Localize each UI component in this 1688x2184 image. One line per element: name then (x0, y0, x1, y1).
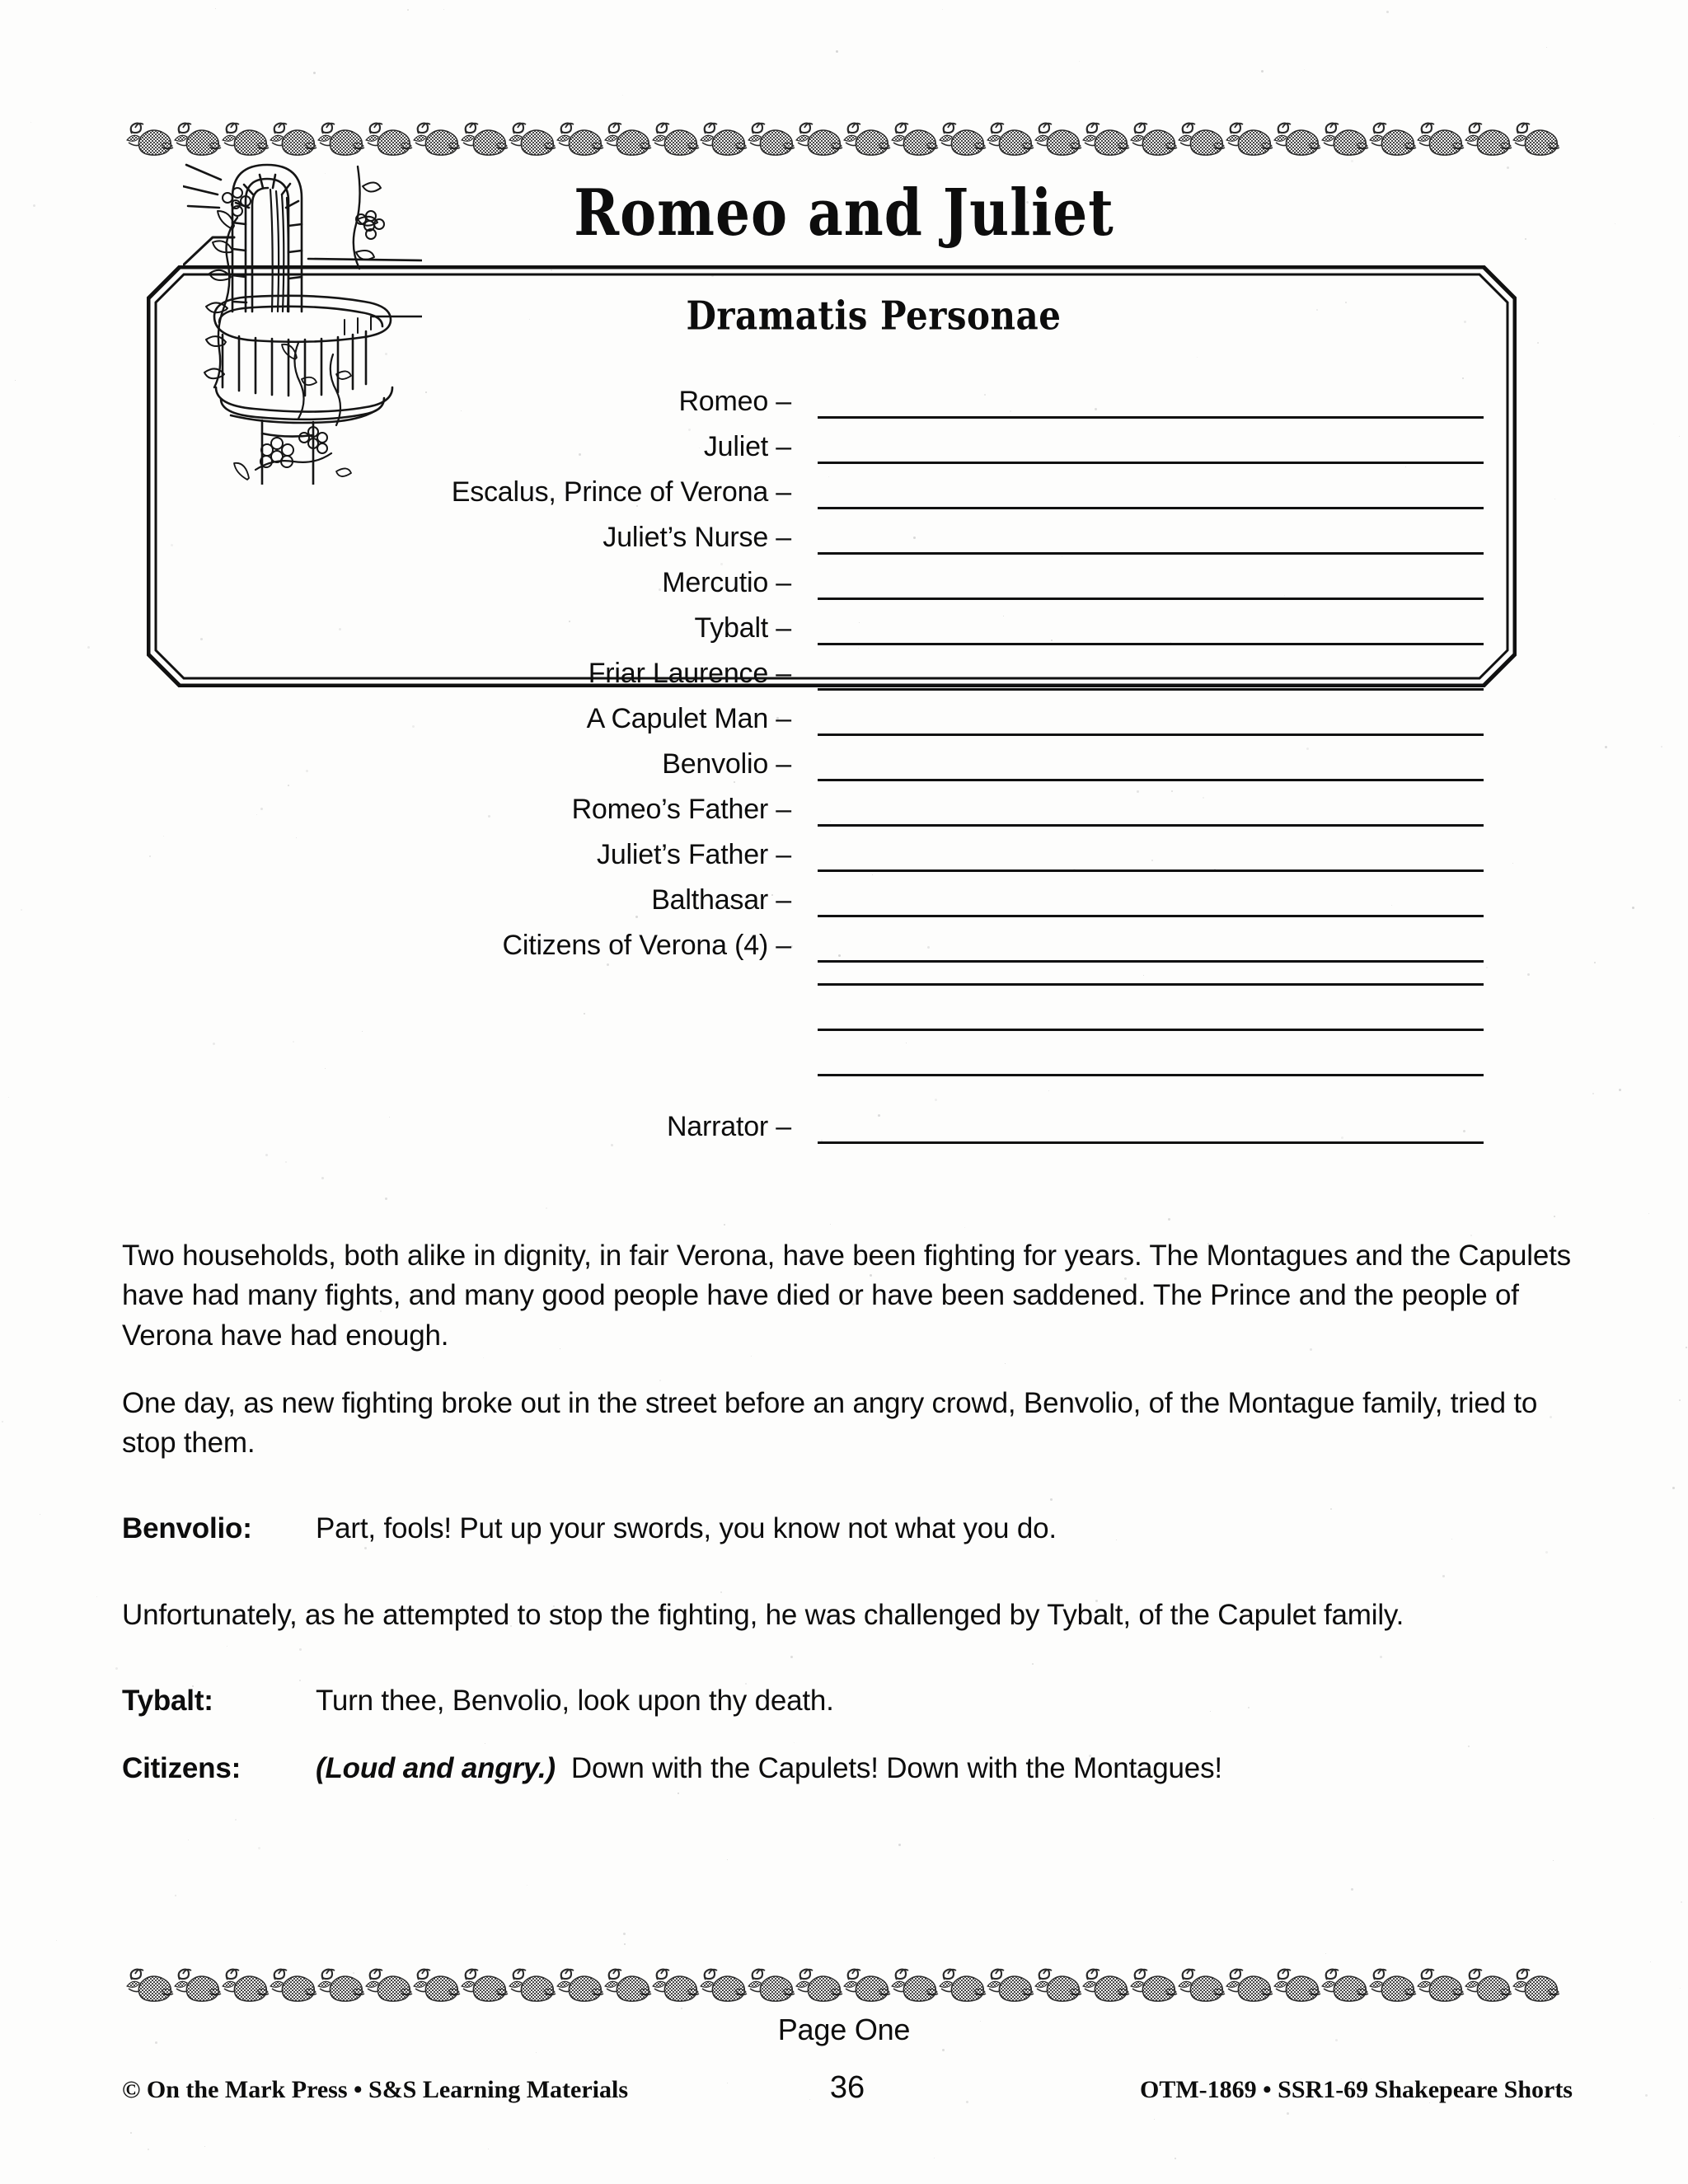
page-footer (122, 2070, 1573, 2106)
cast-answer-line[interactable] (818, 500, 1484, 501)
cast-role-label: Friar Laurence – (588, 658, 791, 689)
speaker-name: Citizens: (122, 1752, 241, 1785)
stage-direction: (Loud and angry.) (316, 1752, 556, 1785)
cast-answer-line[interactable] (818, 727, 1484, 728)
cast-role-label: Romeo – (678, 386, 791, 417)
cast-row (247, 841, 1484, 886)
paragraph-3: Unfortunately, as he attempted to stop the fighting, he was challenged by Tybalt, of the Capulet family. (122, 1598, 1404, 1631)
speaker-line: Part, fools! Put up your swords, you know not what you do. (316, 1512, 1057, 1545)
speaker-line-text: Down with the Capulets! Down with the Montagues! (570, 1752, 1222, 1785)
spacer (122, 1663, 1573, 1681)
cast-answer-line[interactable] (818, 1135, 1484, 1136)
cast-answer-line[interactable] (818, 772, 1484, 773)
cast-row (247, 1067, 1484, 1113)
cast-role-label: Citizens of Verona (4) – (502, 930, 791, 961)
dialogue-citizens (122, 1749, 1573, 1788)
spacer (122, 1577, 1573, 1596)
speaker-name: Tybalt: (122, 1685, 213, 1718)
cast-answer-line[interactable] (818, 1067, 1484, 1068)
cast-role-label: Escalus, Prince of Verona – (451, 476, 791, 508)
speaker-name: Benvolio: (122, 1512, 252, 1545)
footer-page-number: 36 (829, 2070, 865, 2105)
dialogue-benvolio (122, 1509, 1573, 1549)
cast-answer-line[interactable] (818, 1022, 1484, 1023)
cast-role-label: Benvolio – (662, 748, 791, 780)
cast-role-label: Romeo’s Father – (571, 794, 791, 825)
cast-answer-line[interactable] (818, 455, 1484, 456)
cast-row (247, 387, 1484, 433)
cast-row (247, 977, 1484, 1022)
cast-role-label: Tybalt – (694, 612, 791, 644)
cast-row (247, 478, 1484, 523)
paragraph-2: One day, as new fighting broke out in the street before an angry crowd, Benvolio, of the Montague family, tried to stop them. (122, 1386, 1538, 1460)
spacer (122, 1491, 1573, 1509)
cast-role-label: Juliet’s Nurse – (603, 522, 791, 553)
footer-product-code: OTM-1869 • SSR1-69 Shakepeare Shorts (1140, 2076, 1573, 2103)
dramatis-personae-heading: Dramatis Personae (686, 293, 1062, 339)
story-body (122, 1236, 1573, 1817)
cast-answer-line[interactable] (818, 636, 1484, 637)
bottom-ornament-border (125, 1963, 1559, 2014)
cast-row (247, 523, 1484, 569)
cast-role-label: Juliet – (703, 431, 791, 462)
cast-row (247, 614, 1484, 659)
footer-copyright: © On the Mark Press • S&S Learning Materials (122, 2076, 628, 2103)
cast-row (247, 795, 1484, 841)
cast-row (247, 705, 1484, 750)
cast-role-label: A Capulet Man – (586, 703, 791, 734)
page-label: Page One (777, 2013, 911, 2046)
cast-row (247, 886, 1484, 931)
paragraph-1: Two households, both alike in dignity, in fair Verona, have been fighting for years. The Montagues and the Capulets have had many fights, and many good people have died or have been saddened. The Prince and the people of Verona have had enough. (122, 1240, 1571, 1352)
cast-role-label: Mercutio – (662, 567, 791, 598)
cast-answer-line[interactable] (818, 863, 1484, 864)
cast-row (247, 1113, 1484, 1158)
cast-row (247, 750, 1484, 795)
cast-role-label: Juliet’s Father – (597, 839, 791, 870)
cast-row (247, 1022, 1484, 1067)
cast-list (247, 387, 1484, 1158)
speaker-line: Turn thee, Benvolio, look upon thy death. (316, 1685, 834, 1718)
cast-row (247, 659, 1484, 705)
cast-row (247, 569, 1484, 614)
cast-answer-line[interactable] (818, 591, 1484, 592)
cast-row (247, 931, 1484, 977)
cast-answer-line[interactable] (818, 908, 1484, 909)
speaker-line (316, 1749, 1573, 1788)
dialogue-tybalt (122, 1681, 1573, 1721)
cast-role-label: Narrator – (666, 1111, 791, 1142)
cast-role-label: Balthasar – (651, 884, 791, 916)
cast-row (247, 433, 1484, 478)
page-title: Romeo and Juliet (574, 175, 1114, 251)
